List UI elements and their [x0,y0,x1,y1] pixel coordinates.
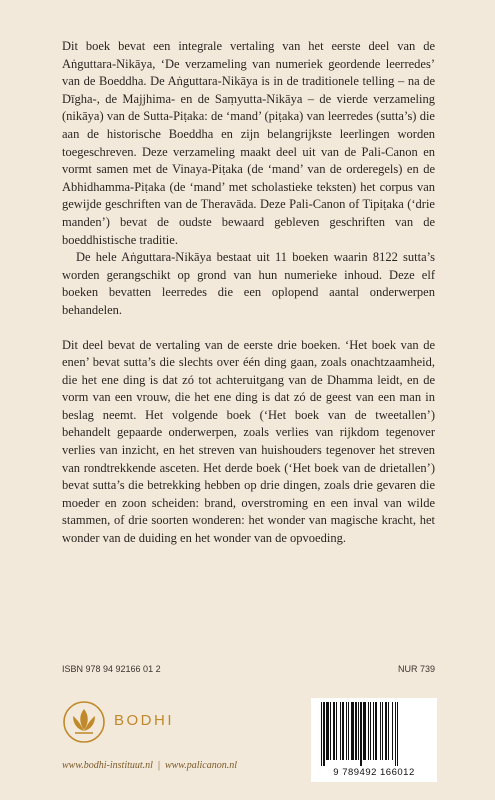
barcode-bar [321,702,322,766]
back-cover-text [62,38,435,548]
barcode-bar [395,702,396,766]
barcode-bar [351,702,354,760]
barcode-bar [333,702,335,760]
barcode-bar [360,702,362,766]
barcode-bar [370,702,371,760]
barcode-bar [355,702,357,760]
paragraph-contents: Dit deel bevat de vertaling van de eerste drie boeken. ‘Het boek van de enen’ bevat sutta’s die slechts over één ding gaan, zoals onachtzaamheid, die het ene ding is dat zó tot achteruitgang van de Dhamma leidt, en de vorm van een vrouw, die het ene ding is dat zó de geest van een man in beslag neemt. Het volgende boek (‘Het boek van de tweetallen’) behandelt gepaarde onderwerpen, zoals verlies van rijkdom tegenover verlies van inzicht, en het streven van huishouders tegenover het streven van rondtrekkende asceten. Het derde boek (‘Het boek van de drietallen’) bevat sutta’s die betrekking hebben op drie dingen, zoals drie gevaren die moeder en zoon scheiden: brand, overstroming en een inval van wilde stammen, of drie soorten wonderen: het wonder van magische kracht, het wonder van de duiding en het wonder van de opvoeding. [62,337,435,546]
isbn-label: ISBN 978 94 92166 01 2 [62,664,161,674]
barcode-bar [380,702,381,760]
barcode-bar [323,702,325,766]
website-links [62,760,237,771]
barcode-bar [368,702,369,760]
link-separator: | [157,760,160,771]
barcode-bar [336,702,337,760]
barcode-bar [392,702,393,760]
barcode-bar [342,702,344,760]
barcode-bar [397,702,398,766]
barcode-bars [319,702,429,766]
barcode-bar [326,702,329,760]
nur-label: NUR 739 [397,664,435,674]
barcode-bar [373,702,374,760]
barcode-bar [340,702,341,760]
barcode-bar [348,702,349,760]
barcode-bar [375,702,377,760]
isbn-barcode [311,698,437,782]
barcode-bar [346,702,347,760]
publisher-name: BODHI [114,712,175,729]
barcode-bar [385,702,387,760]
barcode-bar [388,702,389,760]
barcode-bar [358,702,359,760]
link-palicanon[interactable]: www.palicanon.nl [164,760,237,771]
isbn-row [62,664,435,674]
barcode-number: 9 789492 166012 [333,767,415,778]
publisher-logo [62,700,212,744]
barcode-bar [330,702,331,760]
barcode-bar [363,702,366,760]
barcode-bar [382,702,383,760]
lotus-icon [62,700,106,744]
link-bodhi-instituut[interactable]: www.bodhi-instituut.nl [62,760,153,771]
paragraph-intro: Dit boek bevat een integrale vertaling van het eerste deel van de Aṅguttara-Nikāya, ‘De verzameling van numeriek geordende leerredes’ van de Boeddha. De Aṅguttara-Nikāya is in de traditionele telling – na de Dīgha-, de Majjhima- en de Saṃyutta-Nikāya – de vierde verzameling (nikāya) van de Sutta-Piṭaka: de ‘mand’ (piṭaka) van leerredes (sutta’s) die aan de historische Boeddha en zijn belangrijkste leerlingen worden toegeschreven. Deze verzameling maakt deel uit van de Pali-Canon en vormt samen met de Vinaya-Piṭaka (de ‘mand’ van de orderegels) en de Abhidhamma-Piṭaka (de ‘mand’ met scholastieke teksten) het corpus van gewijde geschriften van de Theravāda. Deze Pali-Canon of Tipiṭaka (‘drie manden’) bevat de oudste bewaard gebleven geschriften van de boeddhistische traditie. [62,39,435,247]
paragraph-structure: De hele Aṅguttara-Nikāya bestaat uit 11 boeken waarin 8122 sutta’s worden gerangschikt op grond van hun numerieke inhoud. Deze elf boeken bevatten leerredes die een oplopend aantal onderwerpen behandelen. [62,250,435,317]
